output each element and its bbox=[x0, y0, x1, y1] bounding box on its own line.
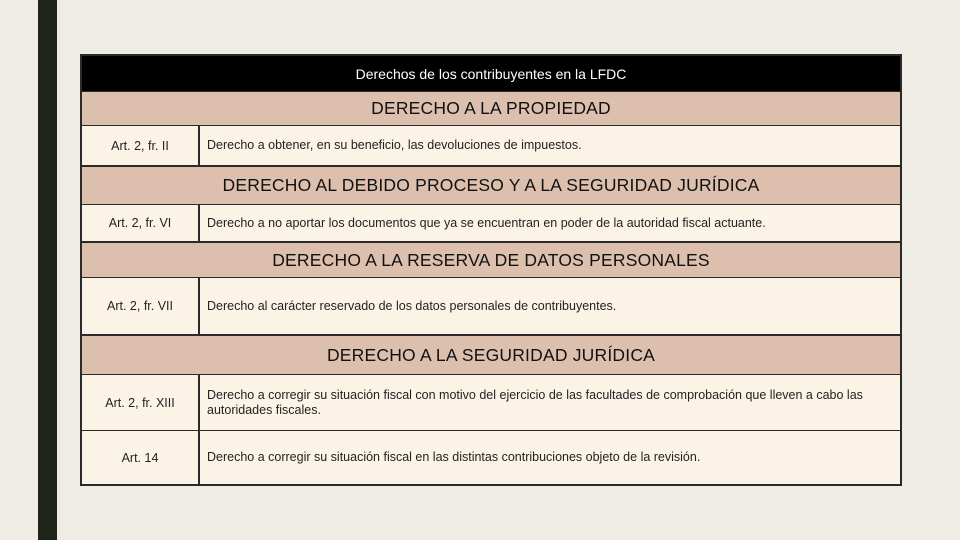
description-cell: Derecho a corregir su situación fiscal en las distintas contribuciones objeto de la revisión. bbox=[207, 450, 701, 464]
table-row bbox=[82, 278, 900, 335]
table-title: Derechos de los contribuyentes en la LFDC bbox=[82, 56, 900, 91]
description-cell: Derecho a corregir su situación fiscal con motivo del ejercicio de las facultades de comprobación que lleven a cabo las autoridades fiscales. bbox=[207, 387, 863, 417]
article-cell: Art. 2, fr. VII bbox=[82, 278, 200, 334]
rights-table bbox=[80, 54, 902, 486]
decorative-left-bar bbox=[38, 0, 57, 540]
section-heading-propiedad: DERECHO A LA PROPIEDAD bbox=[82, 91, 900, 126]
article-cell: Art. 2, fr. XIII bbox=[82, 375, 200, 430]
table-row bbox=[82, 126, 900, 166]
table-row bbox=[82, 375, 900, 431]
table-row bbox=[82, 205, 900, 242]
description-cell: Derecho a no aportar los documentos que ya se encuentran en poder de la autoridad fiscal actuante. bbox=[207, 215, 766, 230]
section-heading-seguridad-juridica: DERECHO A LA SEGURIDAD JURÍDICA bbox=[82, 335, 900, 375]
article-cell: Art. 2, fr. VI bbox=[82, 205, 200, 241]
table-row bbox=[82, 431, 900, 484]
description-cell: Derecho al carácter reservado de los datos personales de contribuyentes. bbox=[207, 298, 617, 313]
description-cell: Derecho a obtener, en su beneficio, las devoluciones de impuestos. bbox=[207, 138, 582, 152]
article-cell: Art. 2, fr. II bbox=[82, 126, 200, 165]
section-heading-debido-proceso: DERECHO AL DEBIDO PROCESO Y A LA SEGURIDAD JURÍDICA bbox=[82, 166, 900, 205]
article-cell: Art. 14 bbox=[82, 431, 200, 484]
section-heading-reserva-datos: DERECHO A LA RESERVA DE DATOS PERSONALES bbox=[82, 242, 900, 278]
